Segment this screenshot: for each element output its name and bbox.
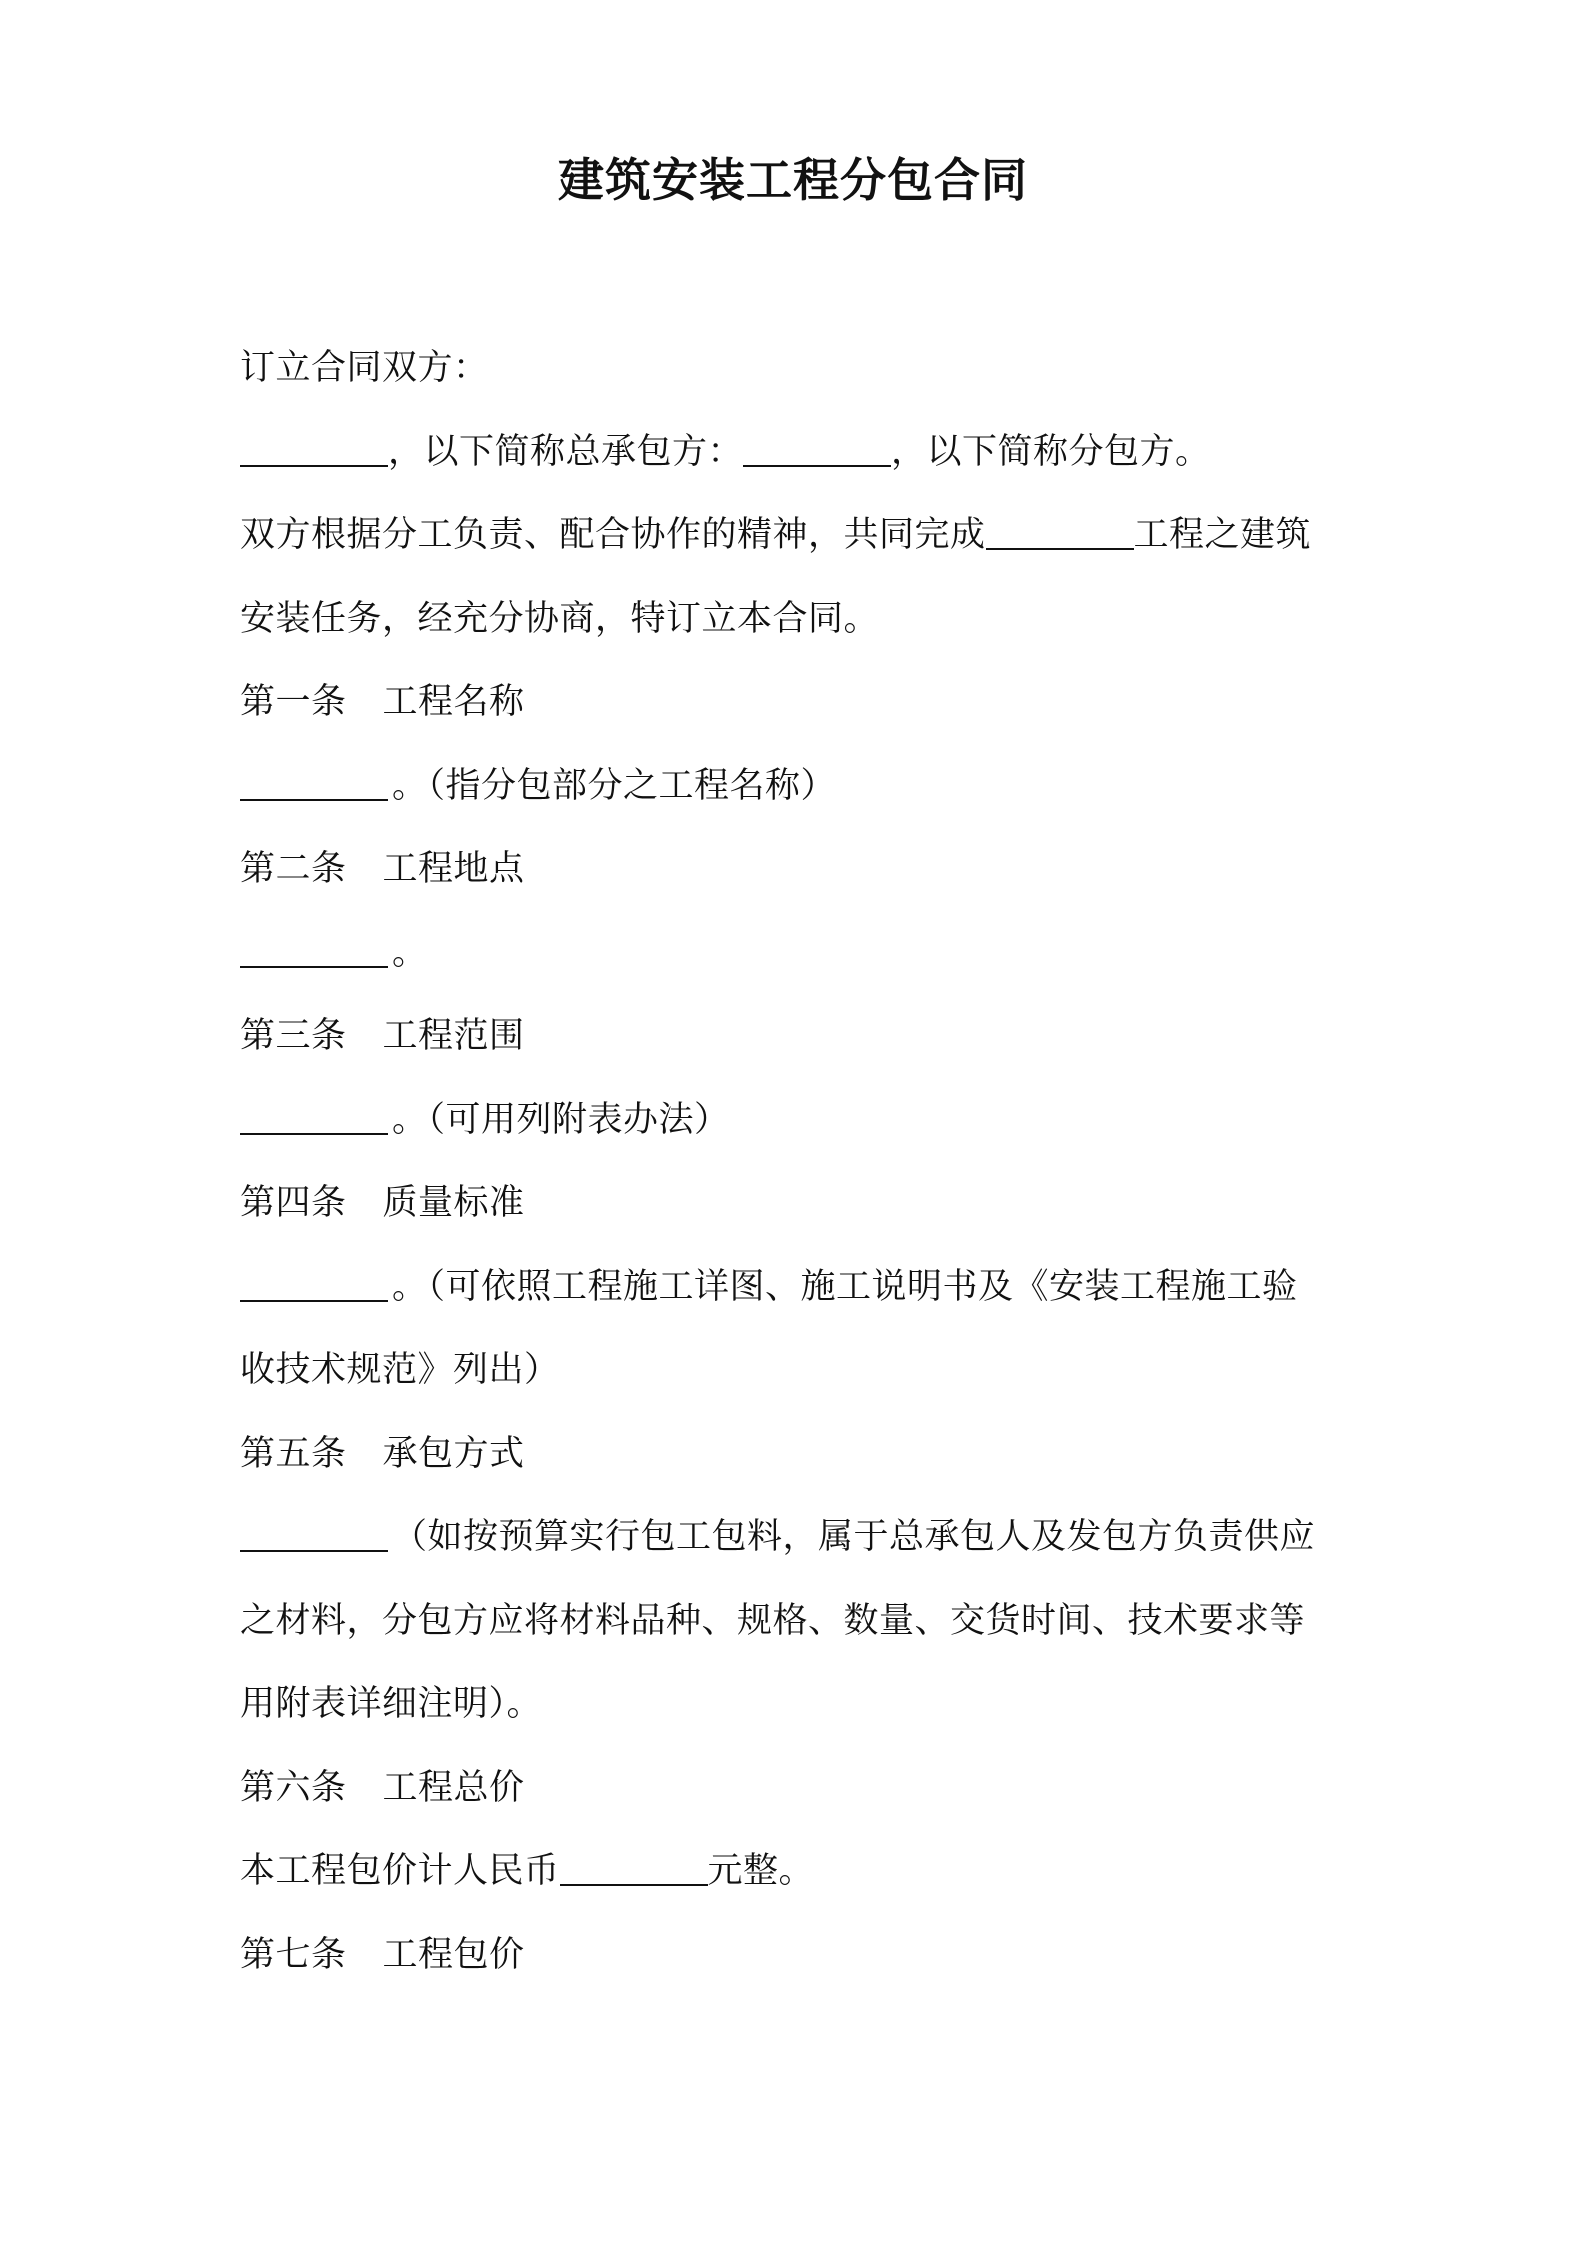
article-2-text: 。 [392, 932, 428, 973]
article-2-heading [240, 839, 1370, 923]
article-7-heading [240, 1925, 1370, 2009]
article-2-body [240, 923, 1370, 1007]
project-location-blank[interactable] [240, 926, 388, 968]
article-5-title: 承包方式 [382, 1433, 525, 1474]
preamble-text-1b: 工程之建筑 [1133, 515, 1312, 555]
contract-method-blank[interactable] [240, 1510, 388, 1552]
total-price-blank[interactable] [560, 1844, 708, 1886]
preamble-line-2 [240, 589, 1370, 673]
contract-body [240, 338, 1370, 2008]
article-3-body [240, 1090, 1370, 1174]
article-4-title: 质量标准 [382, 1183, 525, 1223]
article-4-text-2: 收技术规范》列出） [240, 1350, 560, 1390]
article-5-text-3: 用附表详细注明）。 [240, 1684, 543, 1724]
article-5-text-2: 之材料，分包方应将材料品种、规格、数量、交货时间、技术要求等 [240, 1600, 1306, 1641]
article-3-title: 工程范围 [382, 1016, 525, 1056]
general-contractor-label: ，以下简称总承包方： [388, 431, 744, 472]
preamble-line-1 [240, 505, 1370, 589]
article-4-text-1: 。（可依照工程施工详图、施工说明书及《安装工程施工验 [392, 1266, 1298, 1307]
project-blank[interactable] [986, 508, 1134, 550]
preamble-text-2: 安装任务，经充分协商，特订立本合同。 [240, 598, 880, 639]
article-7-number: 第七条 [240, 1934, 347, 1975]
article-1-heading [240, 672, 1370, 756]
article-3-number: 第三条 [240, 1016, 347, 1056]
article-1-number: 第一条 [240, 682, 347, 722]
preamble-text-1a: 双方根据分工负责、配合协作的精神，共同完成 [240, 515, 986, 555]
article-5-body-line-3 [240, 1674, 1370, 1758]
article-3-heading [240, 1006, 1370, 1090]
project-scope-blank[interactable] [240, 1093, 388, 1135]
article-3-text: 。（可用列附表办法） [392, 1099, 730, 1140]
article-5-number: 第五条 [240, 1433, 347, 1474]
article-2-title: 工程地点 [382, 849, 525, 889]
quality-standard-blank[interactable] [240, 1260, 388, 1302]
parties-heading [240, 338, 1370, 422]
article-1-body [240, 756, 1370, 840]
project-name-blank[interactable] [240, 759, 388, 801]
article-4-number: 第四条 [240, 1183, 347, 1223]
article-4-body-line-2 [240, 1340, 1370, 1424]
document-title: 建筑安装工程分包合同 [558, 153, 1028, 207]
subcontractor-blank[interactable] [743, 425, 891, 467]
article-6-number: 第六条 [240, 1767, 347, 1808]
article-6-heading [240, 1758, 1370, 1842]
parties-line [240, 422, 1370, 506]
article-6-text-a: 本工程包价计人民币 [240, 1851, 560, 1891]
article-4-body-line-1 [240, 1257, 1370, 1341]
article-2-number: 第二条 [240, 849, 347, 889]
article-1-title: 工程名称 [382, 682, 525, 722]
article-7-title: 工程包价 [382, 1934, 525, 1975]
article-6-body [240, 1841, 1370, 1925]
article-5-body-line-1 [240, 1507, 1370, 1591]
article-5-heading [240, 1424, 1370, 1508]
article-6-title: 工程总价 [382, 1767, 525, 1808]
article-5-text-1: （如按预算实行包工包料，属于总承包人及发包方负责供应 [392, 1517, 1316, 1557]
article-6-text-b: 元整。 [707, 1851, 815, 1891]
article-1-text: 。（指分包部分之工程名称） [392, 765, 837, 806]
article-4-heading [240, 1173, 1370, 1257]
subcontractor-label: ，以下简称分包方。 [891, 431, 1211, 472]
parties-heading-text: 订立合同双方： [240, 348, 489, 388]
general-contractor-blank[interactable] [240, 425, 388, 467]
article-5-body-line-2 [240, 1591, 1370, 1675]
